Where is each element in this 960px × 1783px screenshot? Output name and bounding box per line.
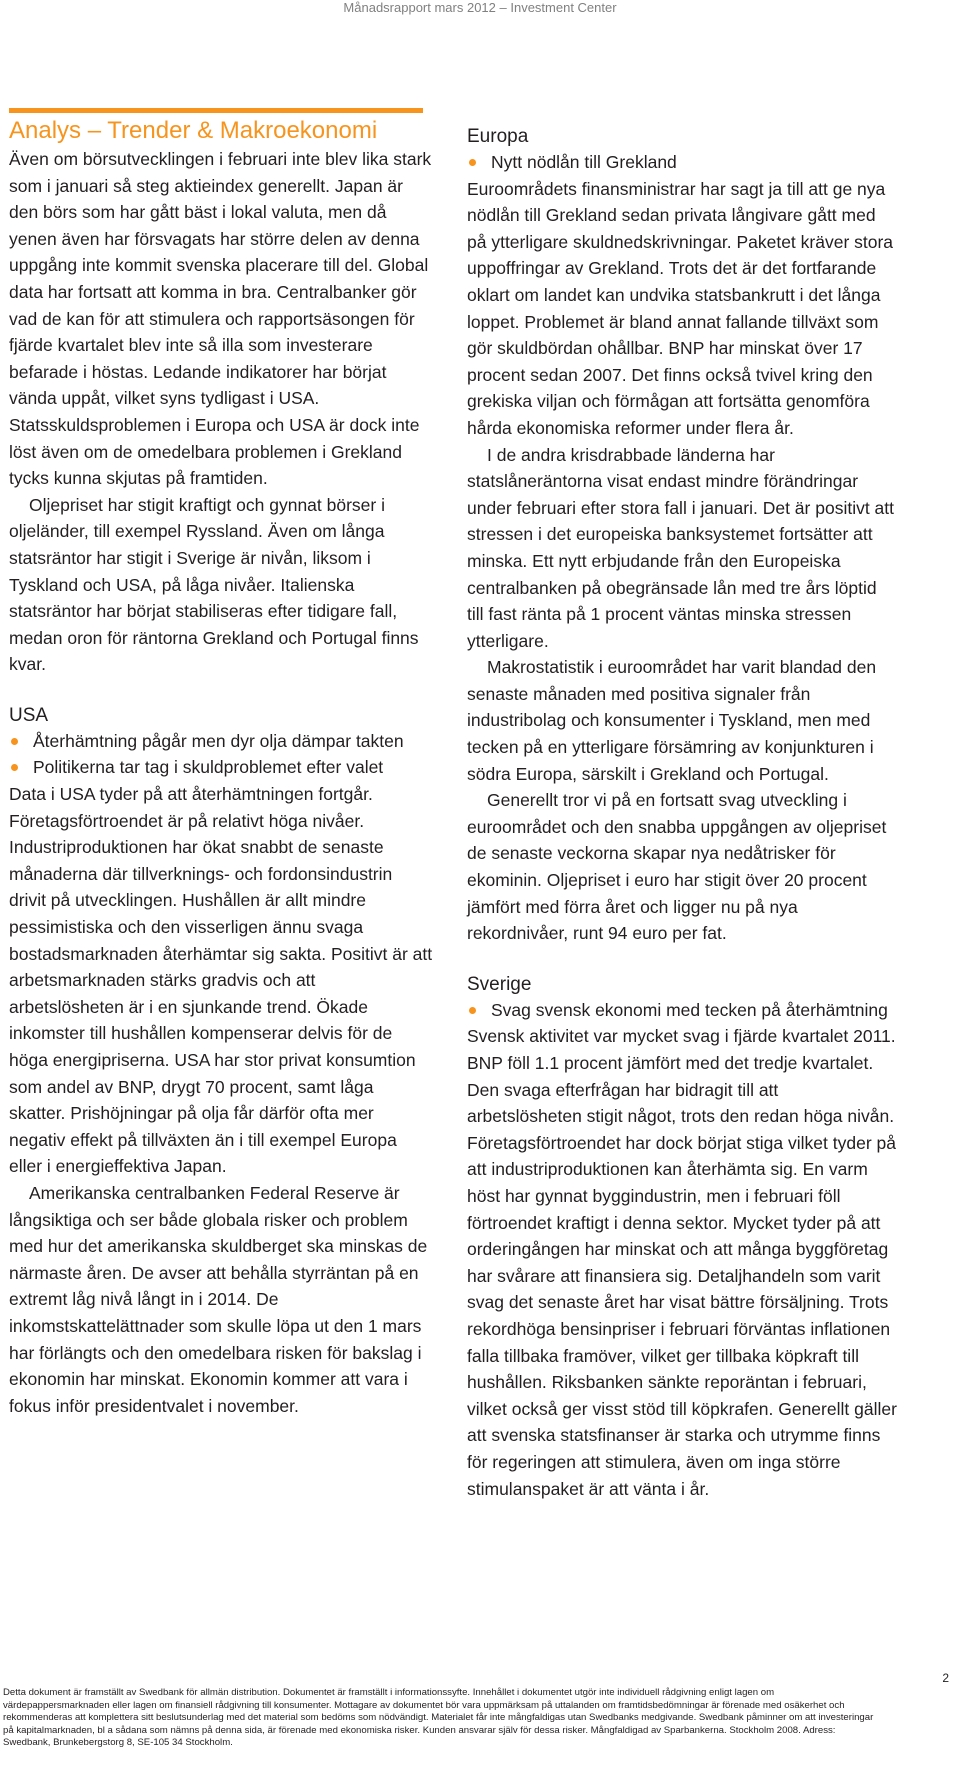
oil-paragraph: Oljepriset har stigit kraftigt och gynnat börser i oljeländer, till exempel Ryssland. Även om långa statsräntor har stigit i Sverige är nivån, liksom i Tyskland och USA, på låga nivåer. Italienska statsräntor har börjat stabiliseras efter tidigare fall, medan oron för räntorna Grekland och Portugal finns kvar. bbox=[9, 494, 419, 675]
sverige-heading: Sverige bbox=[467, 973, 532, 995]
section-title: Analys – Trender & Makroekonomi bbox=[9, 117, 378, 144]
europa-paragraph: I de andra krisdrabbade länderna har statslåneräntorna visat endast mindre förändringar under februari efter stora fall i januari. Det är positivt att stressen i det europeiska banksystemet fortsätter att minska. Ett nytt erbjudande från den Europeiska centralbanken på obegränsade lån med tre års löptid till fast ränta på 1 procent väntas minska stressen ytterligare. bbox=[467, 444, 895, 651]
europa-bullet bbox=[467, 149, 897, 176]
usa-heading: USA bbox=[9, 704, 49, 726]
usa-paragraph: Data i USA tyder på att återhämtningen fortgår. Företagsförtroendet är på relativt höga nivåer. Industriproduktionen har ökat snabbt de senaste månaderna där tillverknings- och fordonsindustrin drivit på utvecklingen. Hushållen är allt mindre pessimistiska och den visserligen ännu svaga bostadsmarknaden återhämtar sig sakta. Positivt är att arbetsmarknaden stärks gradvis och att arbetslösheten är i en sjunkande trend. Ökade inkomster till hushållen kompenserar delvis för de höga energipriserna. USA har stor privat konsumtion som andel av BNP, drygt 70 procent, samt låga skatter. Prishöjningar på olja får därför ofta mer negativ effekt på tillväxten än i till exempel Europa eller i energieffektiva Japan. bbox=[9, 784, 433, 1177]
usa-bullet-list bbox=[9, 728, 434, 781]
sverige-bullet-text: Svag svensk ekonomi med tecken på återhämtning bbox=[491, 999, 888, 1020]
sverige-paragraph: Svensk aktivitet var mycket svag i fjärde kvartalet 2011. BNP föll 1.1 procent jämfört med det tredje kvartalet. Den svaga efterfrågan har bidragit till att arbetslösheten stigit något, trots den redan höga nivån. Företagsförtroendet har dock börjat stiga vilket tyder på att industriproduktionen kan återhämta sig. En varm höst har gynnat byggindustrin, men i februari föll förtroendet kraftigt i denna sektor. Mycket tyder på att orderingången har minskat och att många byggföretag har svårare att finansiera sig. Detaljhandeln som varit svag det senaste året har visat bättre försäljning. Trots rekordhöga bensinpriser i februari förväntas inflationen falla tillbaka framöver, vilket ger tillbaka köpkraft till hushållen. Riksbanken sänkte reporäntan i februari, vilket också ger visst stöd till köpkrafen. Generellt gäller att svenska statsfinanser är starka och utrymme finns för regeringen att stimulera, även om inga större stimulanspaket är att vänta i år. bbox=[467, 1026, 897, 1499]
page-number: 2 bbox=[942, 1671, 949, 1685]
bullet-dot-icon bbox=[469, 159, 476, 166]
bullet-dot-icon bbox=[469, 1007, 476, 1014]
europa-bullet-text: Nytt nödlån till Grekland bbox=[491, 152, 677, 172]
running-header: Månadsrapport mars 2012 – Investment Center bbox=[343, 0, 617, 15]
sverige-bullet-list bbox=[467, 997, 897, 1024]
europa-heading: Europa bbox=[467, 126, 529, 147]
disclaimer-text: Detta dokument är framställt av Swedbank för allmän distribution. Dokumentet är framställt i informationssyfte. Innehållet i dokumentet utgör inte individuell rådgivning enligt lagen om värdepappersmarknaden eller lagen om finansiell rådgivning till konsumenter. Mottagare av dokumentet bör vara uppmärksam på uttalanden om framtidsbedömningar är förenade med osäkerhet och rekommenderas att komplettera sitt beslutsunderlag med det material som bedöms som nödvändigt. Materialet får inte mångfaldigas utan Swedbanks medgivande. Swedbank påminner om att investeringar på kapitalmarknaden, bl a sådana som nämns på denna sida, är förenade med ekonomiska risker. Kunden ansvarar själv för dessa risker. Mångfaldigad av Sparbankerna. Stockholm 2008. Adress: Swedbank, Brunkebergstorg 8, SE-105 34 Stockholm. bbox=[3, 1687, 874, 1748]
right-column bbox=[467, 124, 897, 1502]
bullet-dot-icon bbox=[11, 738, 18, 745]
usa-bullet-text: Återhämtning pågår men dyr olja dämpar takten bbox=[33, 730, 404, 751]
spacer bbox=[467, 947, 897, 972]
bullet-dot-icon bbox=[11, 764, 18, 771]
section-rule bbox=[9, 108, 423, 113]
usa-bullet bbox=[9, 754, 434, 781]
europa-paragraph: Euroområdets finansministrar har sagt ja till att ge nya nödlån till Grekland sedan privata långivare gått med på ytterligare skuldnedskrivningar. Paketet kräver stora uppoffringar av Grekland. Trots det är det fortfarande oklart om landet kan undvika statsbankrutt i det långa loppet. Problemet är bland annat fallande tillväxt som gör skuldbördan ohållbar. BNP har minskat över 17 procent sedan 2007. Det finns också tvivel kring den grekiska viljan och förmågan att fortsätta genomföra hårda ekonomiska reformer under flera år. bbox=[467, 178, 894, 438]
spacer bbox=[9, 678, 434, 703]
intro-paragraph: Även om börsutvecklingen i februari inte blev lika stark som i januari så steg aktieindex generellt. Japan är den börs som har gått bäst i lokal valuta, men då yenen även har försvagats har större delen av denna uppgång inte kommit svenska placerare till del. Global data har fortsatt att komma in bra. Centralbanker gör vad de kan för att stimulera och rapportsäsongen för fjärde kvartalet blev inte så illa som investerare befarade i höstas. Ledande indikatorer har börjat vända uppåt, vilket syns tydligast i USA. Statsskuldsproblemen i Europa och USA är dock inte löst även om de omedelbara problemen i Grekland tycks kunna skjutas på framtiden. bbox=[9, 149, 432, 489]
usa-bullet-text: Politikerna tar tag i skuldproblemet efter valet bbox=[33, 757, 384, 778]
usa-bullet bbox=[9, 728, 434, 755]
left-column bbox=[9, 116, 434, 1419]
sverige-bullet bbox=[467, 997, 897, 1024]
usa-fed-paragraph: Amerikanska centralbanken Federal Reserve är långsiktiga och ser både globala risker och problem med hur det amerikanska skuldberget ska minskas de närmaste åren. De avser att behålla styrräntan på en extremt låg nivå långt in i 2014. De inkomstskattelättnader som skulle löpa ut den 1 mars har förlängts och den omedelbara risken för bakslag i ekonomin har minskat. Ekonomin kommer att vara i fokus inför presidentvalet i november. bbox=[9, 1182, 428, 1416]
europa-paragraph: Makrostatistik i euroområdet har varit blandad den senaste månaden med positiva signaler från industribolag och konsumenter i Tyskland, men med tecken på en ytterligare försämring av konjunkturen i södra Europa, särskilt i Grekland och Portugal. bbox=[467, 657, 877, 784]
europa-paragraph: Generellt tror vi på en fortsatt svag utveckling i euroområdet och den snabba uppgången av oljepriset de senaste veckorna skapar nya nedåtrisker för ekominin. Oljepriset i euro har stigit över 20 procent jämfört med förra året och ligger nu på nya rekordnivåer, runt 94 euro per fat. bbox=[467, 790, 887, 944]
europa-bullet-list bbox=[467, 149, 897, 176]
